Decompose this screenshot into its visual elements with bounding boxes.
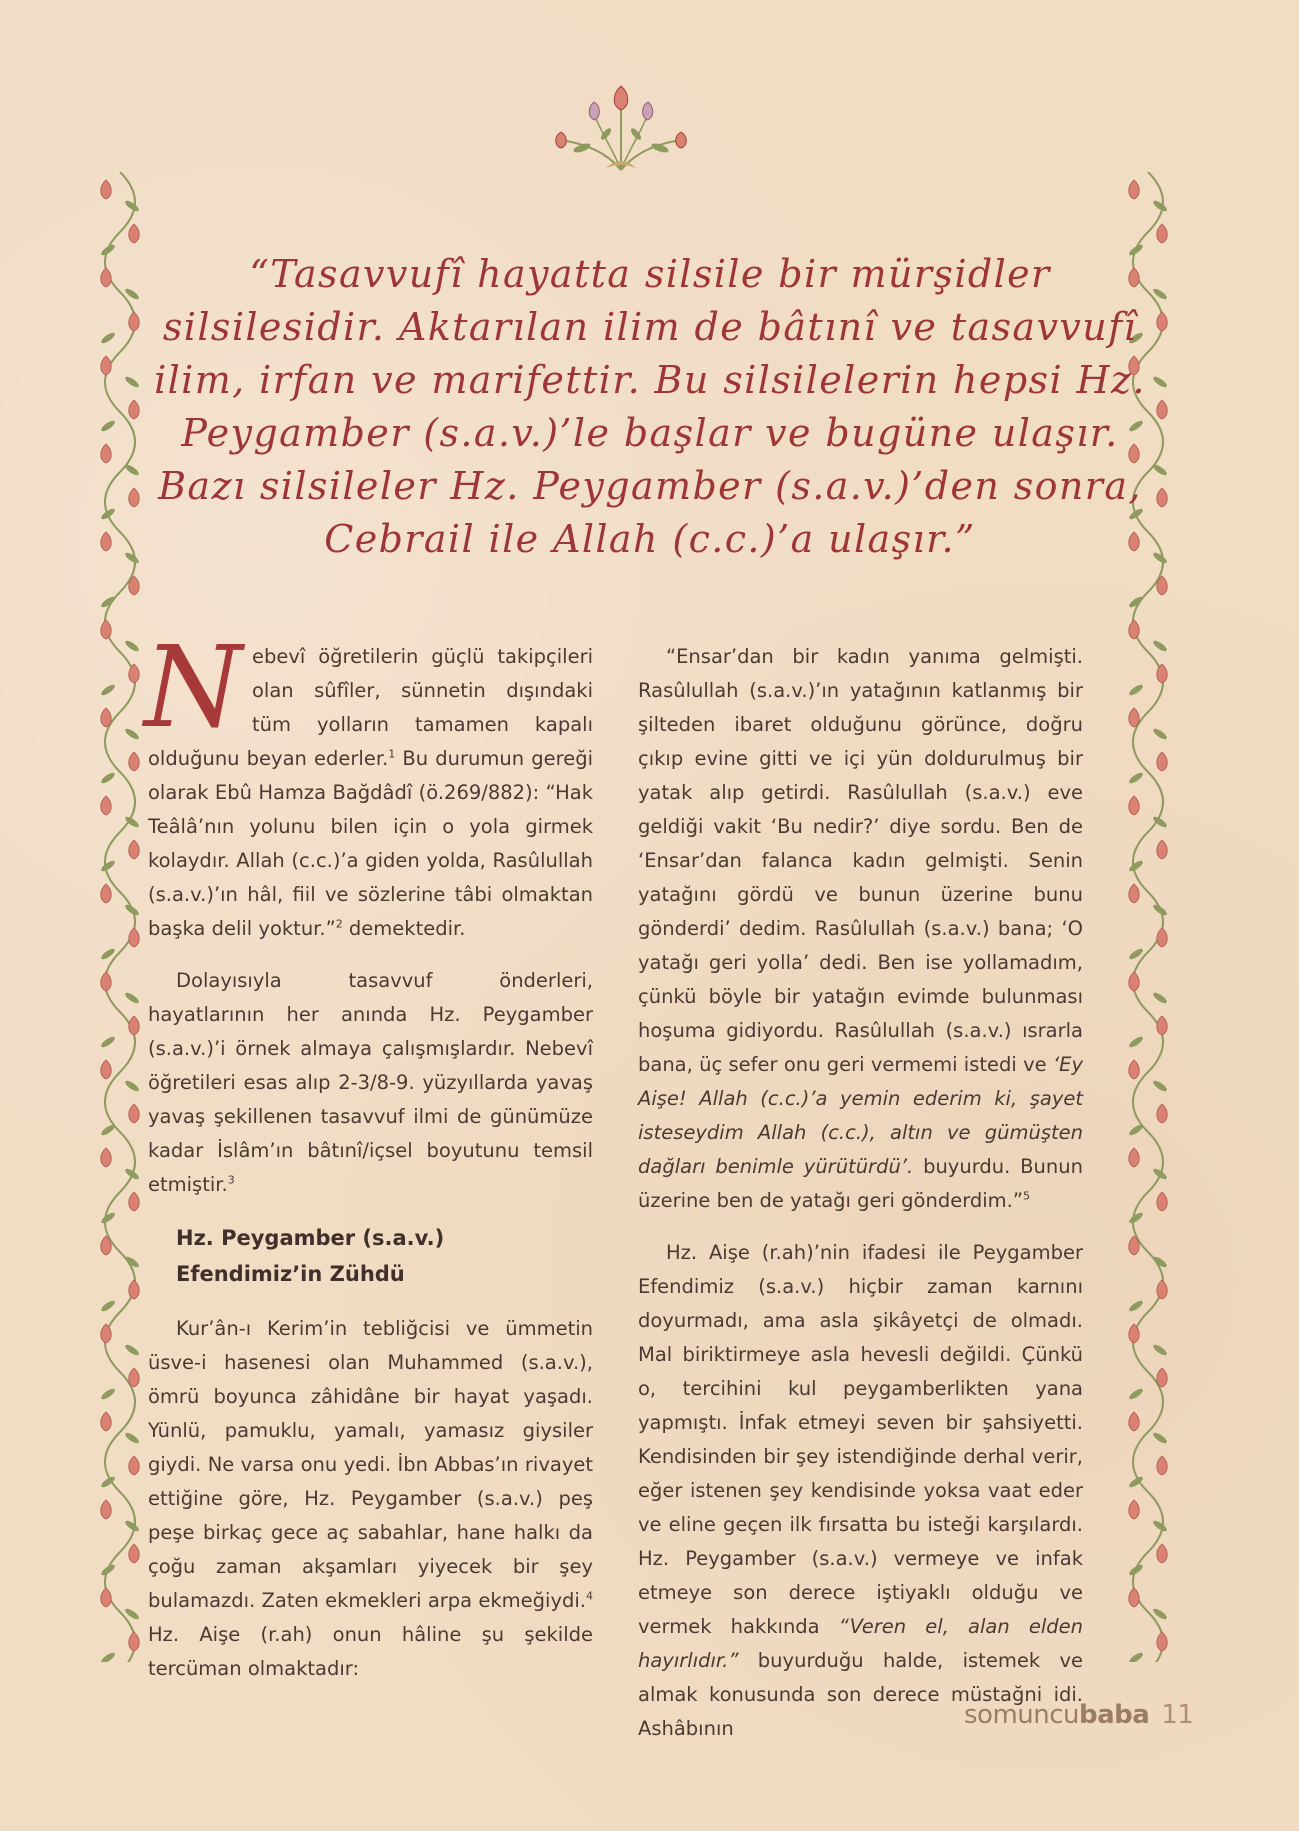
leaf-icon <box>1128 859 1145 873</box>
tulip-icon <box>1129 796 1140 815</box>
leaf-icon <box>100 1211 117 1225</box>
leaf-icon <box>100 1563 117 1577</box>
leaf-icon <box>1128 1035 1145 1049</box>
leaf-icon <box>1128 1387 1145 1401</box>
tulip-icon <box>101 1500 112 1519</box>
right-column <box>638 640 1083 1764</box>
paragraph: Kur’ân-ı Kerim’in tebliğcisi ve ümmetin üsve-i hasenesi olan Muhammed (s.a.v.), ömrü boyunca zâhidâne bir hayat yaşadı. Yünlü, pamuklu, yamalı, yamasız giysiler giydi. Ne varsa onu yedi. İbn Abbas’ın rivayet ettiğine göre, Hz. Peygamber (s.a.v.) peş peşe birkaç gece aç sabahlar, hane halkı da çoğu zaman akşamları yiyecek bir şey bulamazdı. Zaten ekmekleri arpa ekmeğiydi.$^4$ Hz. Aişe (r.ah) onun hâline şu şekilde tercüman olmaktadır: <box>148 1317 593 1680</box>
leaf-icon <box>100 1387 117 1401</box>
tulip-icon <box>129 1632 140 1651</box>
page-number: 11 <box>1161 1700 1194 1730</box>
tulip-icon <box>101 708 112 727</box>
tulip-icon <box>101 972 112 991</box>
leaf-icon <box>100 243 117 257</box>
tulip-icon <box>101 356 112 375</box>
leaf-icon <box>1152 727 1169 741</box>
tulip-icon <box>101 1060 112 1079</box>
leaf-icon <box>100 859 117 873</box>
tulip-icon <box>1157 224 1168 243</box>
footnote-ref: 3 <box>227 1173 235 1187</box>
tulip-icon <box>1157 1192 1168 1211</box>
tulip-icon <box>1157 928 1168 947</box>
tulip-icon <box>1157 1016 1168 1035</box>
leaf-icon <box>100 419 117 433</box>
tulip-icon <box>129 224 140 243</box>
leaf-icon <box>100 507 117 521</box>
tulip-icon <box>1129 1412 1140 1431</box>
leaf-icon <box>1152 639 1169 653</box>
leaf-icon <box>100 683 117 697</box>
paragraph: Nebevî öğretilerin güçlü takipçileri olan sûfîler, sünnetin dışındaki tüm yolların tamamen kapalı olduğunu beyan ederler.$^1$ Bu durumun gereği olarak Ebû Hamza Bağdâdî (ö.269/882): “Hak Teâlâ’nın yolunu bilen için o yola girmek kolaydır. Allah (c.c.)’a giden yolda, Rasûlullah (s.a.v.)’ın hâl, fiil ve sözlerine tâbi olmaktan başka delil yoktur.”$^2$ demektedir. <box>144 623 593 940</box>
tulip-icon <box>129 840 140 859</box>
tulip-icon <box>1157 1368 1168 1387</box>
leaf-icon <box>1128 1563 1145 1577</box>
leaf-icon <box>1152 199 1169 213</box>
tulip-icon <box>129 488 140 507</box>
leaf-icon <box>1128 1211 1145 1225</box>
tulip-icon <box>1129 620 1140 639</box>
leaf-icon <box>1152 1343 1169 1357</box>
magazine-name-light: somuncu <box>964 1700 1080 1730</box>
leaf-icon <box>1152 991 1169 1005</box>
leaf-icon <box>124 199 141 213</box>
leaf-icon <box>1128 1651 1145 1662</box>
tulip-icon <box>1129 1500 1140 1519</box>
tulip-icon <box>101 1412 112 1431</box>
tulip-icon <box>129 400 140 419</box>
tulip-icon <box>101 180 112 199</box>
leaf-icon <box>124 1519 141 1533</box>
pull-quote: “Tasavvufî hayatta silsile bir mürşidler silsilesidir. Aktarılan ilim de bâtınî ve tasavvufî ilim, irfan ve marifettir. Bu silsilelerin hepsi Hz. Peygamber (s.a.v.)’le başlar ve bugüne ulaşır. Bazı silsileler Hz. Peygamber (s.a.v.)’den sonra, Cebrail ile Allah (c.c.)’a ulaşır.” <box>154 252 1146 561</box>
leaf-icon <box>124 1079 141 1093</box>
tulip-icon <box>1157 1280 1168 1299</box>
tulip-icon <box>101 884 112 903</box>
leaf-icon <box>100 1651 117 1662</box>
tulip-icon <box>129 1456 140 1475</box>
leaf-icon <box>124 375 141 389</box>
leaf-icon <box>124 903 141 917</box>
tulip-icon <box>1157 1456 1168 1475</box>
tulip-icon <box>129 1280 140 1299</box>
tulip-icon <box>1129 1060 1140 1079</box>
leaf-icon <box>124 463 141 477</box>
leaf-icon <box>124 1343 141 1357</box>
footnote-ref: 2 <box>335 917 343 931</box>
tulip-icon <box>1157 752 1168 771</box>
leaf-icon <box>1128 683 1145 697</box>
leaf-icon <box>1128 1123 1145 1137</box>
tulip-icon <box>129 752 140 771</box>
page-footer <box>964 1700 1193 1730</box>
tulip-icon <box>129 1192 140 1211</box>
tulip-icon <box>101 444 112 463</box>
tulip-icon <box>1129 1588 1140 1607</box>
section-heading: Hz. Peygamber (s.a.v.) Efendimiz’in Zühdü <box>176 1226 445 1286</box>
leaf-icon <box>100 331 117 345</box>
leaf-icon <box>1152 1431 1169 1445</box>
paragraph: “Ensar’dan bir kadın yanıma gelmişti. Rasûlullah (s.a.v.)’ın yatağının katlanmış bir şilteden ibaret olduğunu görünce, doğru çıkıp evine gitti ve içi yün doldurulmuş bir yatak alıp getirdi. Rasûlullah (s.a.v.) eve geldiği vakit ‘Bu nedir?’ diye sordu. Ben de ‘Ensar’dan falanca kadın gelmişti. Senin yatağını gördü ve bunun üzerine bunu gönderdi’ dedim. Rasûlullah (s.a.v.) bana; ‘O yatağı geri yolla’ dedi. Ben ise yollamadım, çünkü böyle bir yatağın evimde bulunması hoşuma gidiyordu. Rasûlullah (s.a.v.) ısrarla bana, üç sefer onu geri vermemi istedi ve ‘Ey Aişe! Allah (c.c.)’a yemin ederim ki, şayet isteseydim Allah (c.c.), altın ve gümüşten dağları benimle yürütürdü’. buyurdu. Bunun üzerine ben de yatağı geri gönderdim.”$^5$ <box>638 645 1083 1212</box>
tulip-icon <box>1129 884 1140 903</box>
tulip-icon <box>129 928 140 947</box>
leaf-icon <box>124 991 141 1005</box>
leaf-icon <box>1128 771 1145 785</box>
tulip-icon <box>101 532 112 551</box>
tulip-icon <box>1129 708 1140 727</box>
leaf-icon <box>100 1123 117 1137</box>
tulip-icon <box>101 620 112 639</box>
tulip-icon <box>129 1544 140 1563</box>
footnote-ref: 5 <box>1022 1189 1030 1203</box>
tulip-icon <box>1157 1632 1168 1651</box>
tulip-icon <box>129 1016 140 1035</box>
tulip-icon <box>1129 1148 1140 1167</box>
tulip-icon <box>1129 972 1140 991</box>
tulip-icon <box>101 796 112 815</box>
tulip-icon <box>101 1588 112 1607</box>
leaf-icon <box>1128 1299 1145 1313</box>
tulip-icon <box>129 1368 140 1387</box>
leaf-icon <box>1152 903 1169 917</box>
leaf-icon <box>1152 1079 1169 1093</box>
footnote-ref: 1 <box>388 747 396 761</box>
tulip-icon <box>129 312 140 331</box>
leaf-icon <box>124 1431 141 1445</box>
left-column <box>144 623 593 1704</box>
footnote-ref: 4 <box>586 1589 593 1603</box>
tulip-icon <box>1157 1104 1168 1123</box>
tulip-icon <box>101 268 112 287</box>
floral-ornament-top <box>546 82 696 174</box>
tulip-icon <box>129 1104 140 1123</box>
leaf-icon <box>124 639 141 653</box>
tulip-icon <box>1157 1544 1168 1563</box>
magazine-name-bold: baba <box>1079 1700 1150 1730</box>
leaf-icon <box>124 727 141 741</box>
leaf-icon <box>124 551 141 565</box>
tulip-icon <box>1157 840 1168 859</box>
tulip-icon <box>1129 180 1140 199</box>
leaf-icon <box>1152 1167 1169 1181</box>
paragraph: Hz. Aişe (r.ah)’nin ifadesi ile Peygamber Efendimiz (s.a.v.) hiçbir zaman karnını doyurmadı, ama asla şikâyetçi de olmadı. Mal biriktirmeye asla hevesli değildi. Çünkü o, tercihini kul peygamberlikten yana yapmıştı. İnfak etmeyi seven bir şahsiyetti. Kendisinden bir şey istendiğinde derhal verir, eğer istenen şey kendisinde yoksa vaat eder ve eline geçen ilk fırsatta bu isteği karşılardı. Hz. Peygamber (s.a.v.) vermeye ve infak etmeye son derece iştiyaklı olduğu ve vermek hakkında “Veren el, alan elden hayırlıdır.” buyurduğu halde, istemek ve almak konusunda son derece müstağni idi. Ashâbının <box>638 1241 1083 1740</box>
leaf-icon <box>124 1167 141 1181</box>
leaf-icon <box>100 1035 117 1049</box>
leaf-icon <box>100 1299 117 1313</box>
leaf-icon <box>100 771 117 785</box>
paragraph: Dolayısıyla tasavvuf önderleri, hayatlarının her anında Hz. Peygamber (s.a.v.)’i örnek almaya çalışmışlardır. Nebevî öğretileri esas alıp 2-3/8-9. yüzyıllarda yavaş yavaş şekillenen tasavvuf ilmi de günümüze kadar İslâm’ın bâtınî/içsel boyutunu temsil etmiştir.$^3$ <box>148 969 593 1196</box>
tulip-icon <box>101 1148 112 1167</box>
leaf-icon <box>1152 1519 1169 1533</box>
drop-cap: N <box>144 623 242 753</box>
